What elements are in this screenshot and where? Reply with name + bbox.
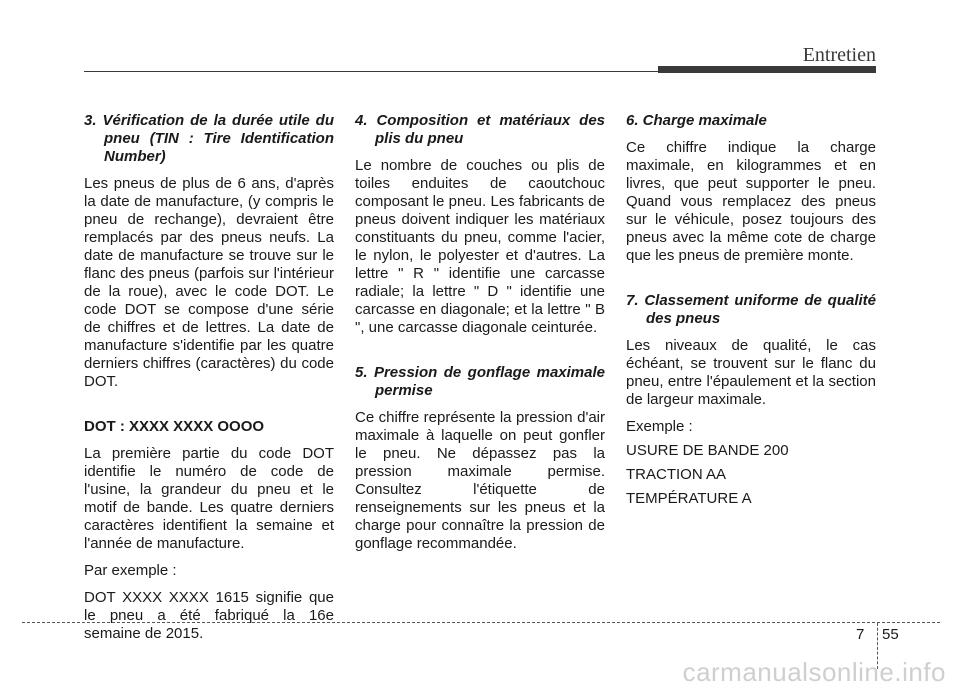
page-number: 55: [882, 626, 899, 643]
paragraph-example-label: Par exemple :: [84, 562, 177, 579]
paragraph-dot-explanation: La première partie du code DOT identifie le numéro de code de l'usine, la grandeur du pneu et le motif de bande. Les quatre derniers caractères identifient la semaine et l'année de manufacture.: [84, 445, 334, 552]
example-line-temperature: TEMPÉRATURE A: [626, 490, 752, 507]
paragraph-composition: Le nombre de couches ou plis de toiles enduites de caoutchouc composant le pneu. Les fabricants de pneus doivent indiquer les matériaux constituants du pneu, comme l'acier, le nylon, le polyester et d'autres. La lettre " R " identifie une carcasse radiale; la lettre " D " identifie une carcasse en diagonale; et la lettre " B ", une carcasse diagonale ceinturée.: [355, 157, 605, 336]
watermark-text: carmanualsonline.info: [682, 657, 946, 687]
example-line-traction: TRACTION AA: [626, 466, 727, 483]
column-3: [626, 112, 876, 514]
header-rule-thick: [658, 66, 876, 73]
example-label: Exemple :: [626, 418, 693, 435]
section-heading-quality-grading: 7. Classement uniforme de qualité des pneus: [626, 292, 876, 327]
section-heading-pressure: 5. Pression de gonflage maximale permise: [355, 364, 605, 399]
section-heading-max-load: 6. Charge maximale: [626, 112, 767, 129]
page-header-title: Entretien: [802, 44, 876, 66]
column-2: [355, 112, 605, 562]
chapter-number: 7: [856, 626, 865, 643]
paragraph-quality-grading: Les niveaux de qualité, le cas échéant, se trouvent sur le flanc du pneu, entre l'épaulement et la section de largeur maximale.: [626, 337, 876, 408]
paragraph-tin-intro: Les pneus de plus de 6 ans, d'après la date de manufacture, (y compris le pneu de rechange), devraient être remplacés par des pneus neufs. La date de manufacture se trouve sur le flanc des pneus (parfois sur l'intérieur de la roue), avec le code DOT. Le code DOT se compose d'une série de chiffres et de lettres. La date de manufacture s'identifie par les quatre derniers chiffres (caractères) du code DOT.: [84, 175, 334, 390]
section-heading-composition: 4. Composition et matériaux des plis du pneu: [355, 112, 605, 147]
paragraph-dot-example: DOT XXXX XXXX 1615 signifie que le pneu a été fabriqué la 16e semaine de 2015.: [84, 589, 334, 642]
example-line-treadwear: USURE DE BANDE 200: [626, 442, 789, 459]
header-rule-thin: [84, 71, 660, 72]
column-1: [84, 112, 334, 652]
section-heading-tin: 3. Vérification de la durée utile du pneu (TIN : Tire Identification Number): [84, 112, 334, 165]
paragraph-pressure: Ce chiffre représente la pression d'air maximale à laquelle on peut gonfler le pneu. Ne dépassez pas la pression maximale permise. Consultez l'étiquette de renseignements sur les pneus et la charge pour connaître la pression de gonflage recommandée.: [355, 409, 605, 552]
dot-code-format: DOT : XXXX XXXX OOOO: [84, 418, 265, 435]
footer-rule: [22, 622, 940, 623]
paragraph-max-load: Ce chiffre indique la charge maximale, en kilogrammes et en livres, que peut supporter le pneu. Quand vous remplacez des pneus sur le véhicule, posez toujours des pneus avec la même cote de charge que les pneus de première monte.: [626, 139, 876, 264]
